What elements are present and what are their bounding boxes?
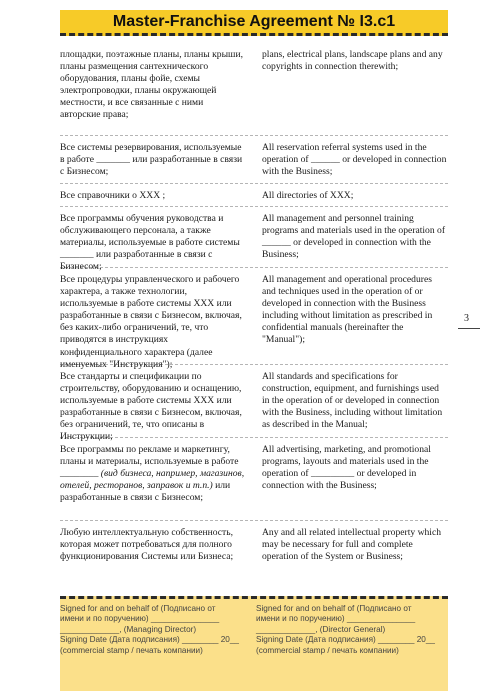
clause-ru: Все программы обучения руководства и обслуживающего персонала, а также материалы, используемые в работе системы _______ или разработанные в связи с Бизнесом; <box>60 213 240 273</box>
clause-ru-italic-note: (вид бизнеса, например, магазинов, отелей, ресторанов, заправок и т.п.) <box>60 468 245 492</box>
signing-date-line: Signing Date (Дата подписания) ________ 20__ <box>60 635 239 645</box>
signature-line: _____________, (Managing Director) <box>60 624 197 634</box>
signature-line: Signed for and on behalf of (Подписано от <box>256 604 412 613</box>
clause-en: All directories of XXX; <box>262 190 354 201</box>
clause-ru: Все справочники о XXX ; <box>60 190 166 201</box>
clause-ru: Все системы резервирования, используемые в работе _______ или разработанные в связи с Бизнесом; <box>60 142 243 178</box>
clause-row <box>60 183 448 206</box>
clause-en: All management and personnel training programs and materials used in the operation of ______ or developed in connection with the Business; <box>262 213 446 261</box>
clause-row <box>60 49 448 135</box>
signing-date-line: Signing Date (Дата подписания) ________ 20__ <box>256 635 435 645</box>
clause-en: All standards and specifications for construction, equipment, and furnishings used in the operation of or developed in connection with the Business, including without limitation as described in the Manual; <box>262 371 443 431</box>
clause-ru: Все процедуры управленческого и рабочего характера, а также технологии, используемые в работе системы XXX или разработанные в связи с Бизнесом, включая, без каких-либо ограничений, те, что приводятся в инструкциях конфиденциального характера (далее именуемых "Инструкция"); <box>60 274 242 370</box>
signature-line: имени и по поручению) _______________ <box>60 614 220 624</box>
clause-row <box>60 520 448 567</box>
clause-ru: Все стандарты и спецификации по строительству, оборудованию и оснащению, используемые в работе системы XXX или разработанные в связи с Бизнесом, включая, без ограничений, те, что описаны в Инструкции; <box>60 371 242 443</box>
clause-en: All advertising, marketing, and promotional programs, layouts and materials used in the operation of _________ or developed in connection with the Business; <box>262 444 431 492</box>
clause-en: Any and all related intellectual property which may be necessary for full and complete operation of the System or Business; <box>262 527 442 563</box>
signature-block-left <box>60 604 246 656</box>
signature-line: _____________, (Director General) <box>256 624 386 634</box>
clause-en: All reservation referral systems used in the operation of ______ or developed in connection with the Business; <box>262 142 447 178</box>
clause-row <box>60 437 448 520</box>
clause-ru-text: Все программы по рекламе и маркетингу, планы и материалы, используемые в работе ________ <box>60 444 239 480</box>
clause-row <box>60 364 448 443</box>
clause-en: All management and operational procedures and techniques used in the operation of or developed in connection with the Business including without limitation as prescribed in confidential manuals (hereinafter the "Manual"); <box>262 274 433 346</box>
page-number-rule <box>458 328 480 329</box>
clause-ru: Любую интеллектуальную собственность, которая может потребоваться для полного функционирования Системы или Бизнеса; <box>60 527 234 563</box>
signature-line: имени и по поручению) _______________ <box>256 614 416 624</box>
clause-ru-text: или разработанные в связи с Бизнесом; <box>60 480 231 504</box>
clause-row <box>60 135 448 183</box>
document-title: Master-Franchise Agreement № I3.c1 <box>112 13 396 30</box>
stamp-line: (commercial stamp / печать компании) <box>256 645 399 655</box>
page-number: 3 <box>464 313 469 324</box>
clause-row <box>60 267 448 370</box>
stamp-line: (commercial stamp / печать компании) <box>60 645 203 655</box>
clause-ru <box>60 444 245 520</box>
document-header <box>60 10 448 36</box>
clause-row <box>60 206 448 273</box>
signature-line: Signed for and on behalf of (Подписано от <box>60 604 216 613</box>
clause-en: plans, electrical plans, landscape plans and any copyrights in connection therewith; <box>262 49 443 73</box>
signature-footer <box>60 596 448 691</box>
signature-block-right <box>256 604 442 656</box>
clause-table <box>60 49 448 567</box>
clause-ru: площадки, поэтажные планы, планы крыши, планы размещения сантехнического оборудования, планы фойе, схемы электропроводки, планы окружающей местности, и все связанные с ними авторские права; <box>60 49 243 121</box>
